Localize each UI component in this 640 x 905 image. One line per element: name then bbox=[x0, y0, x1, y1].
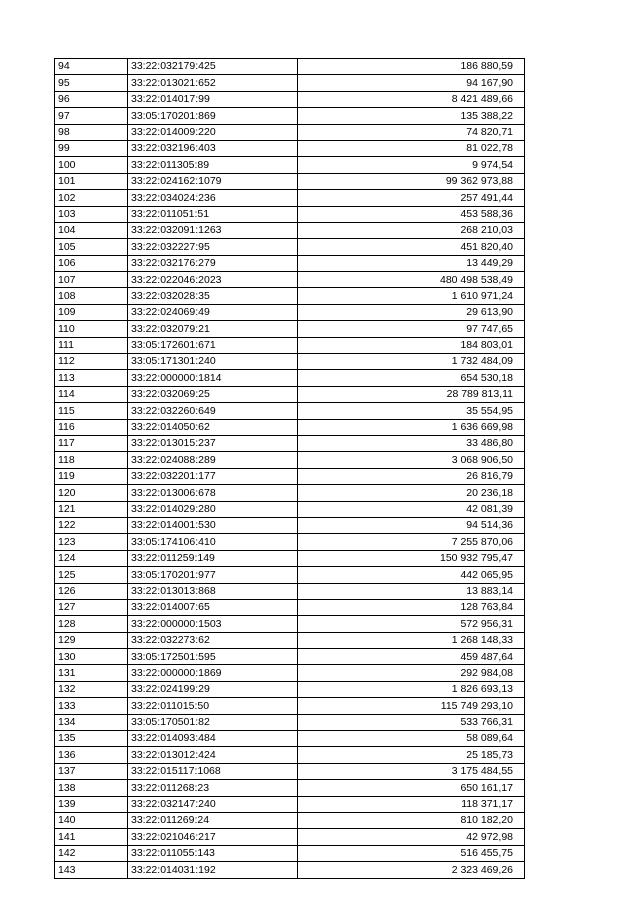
row-number-cell: 102 bbox=[55, 190, 128, 206]
value-cell: 186 880,59 bbox=[298, 59, 525, 75]
table-row bbox=[55, 370, 525, 386]
value-cell: 3 175 484,55 bbox=[298, 763, 525, 779]
cadastral-number-cell: 33:22:000000:1814 bbox=[128, 370, 298, 386]
cadastral-number-cell: 33:22:032147:240 bbox=[128, 796, 298, 812]
value-cell: 35 554,95 bbox=[298, 403, 525, 419]
table-row bbox=[55, 780, 525, 796]
row-number-cell: 126 bbox=[55, 583, 128, 599]
table-row bbox=[55, 157, 525, 173]
value-cell: 184 803,01 bbox=[298, 337, 525, 353]
table-row bbox=[55, 616, 525, 632]
value-cell: 99 362 973,88 bbox=[298, 173, 525, 189]
table-row bbox=[55, 485, 525, 501]
value-cell: 33 486,80 bbox=[298, 435, 525, 451]
row-number-cell: 131 bbox=[55, 665, 128, 681]
row-number-cell: 127 bbox=[55, 599, 128, 615]
value-cell: 3 068 906,50 bbox=[298, 452, 525, 468]
row-number-cell: 139 bbox=[55, 796, 128, 812]
cadastral-number-cell: 33:22:014007:65 bbox=[128, 599, 298, 615]
row-number-cell: 101 bbox=[55, 173, 128, 189]
value-cell: 453 588,36 bbox=[298, 206, 525, 222]
cadastral-number-cell: 33:22:022046:2023 bbox=[128, 272, 298, 288]
table-row bbox=[55, 829, 525, 845]
cadastral-number-cell: 33:22:011259:149 bbox=[128, 550, 298, 566]
table-row bbox=[55, 731, 525, 747]
value-cell: 42 081,39 bbox=[298, 501, 525, 517]
row-number-cell: 103 bbox=[55, 206, 128, 222]
table-row bbox=[55, 403, 525, 419]
row-number-cell: 123 bbox=[55, 534, 128, 550]
value-cell: 442 065,95 bbox=[298, 567, 525, 583]
table-row bbox=[55, 812, 525, 828]
cadastral-number-cell: 33:22:014031:192 bbox=[128, 862, 298, 878]
cadastral-number-cell: 33:22:011268:23 bbox=[128, 780, 298, 796]
value-cell: 26 816,79 bbox=[298, 468, 525, 484]
table-row bbox=[55, 714, 525, 730]
value-cell: 1 732 484,09 bbox=[298, 354, 525, 370]
table-row bbox=[55, 435, 525, 451]
cadastral-number-cell: 33:22:032079:21 bbox=[128, 321, 298, 337]
value-cell: 459 487,64 bbox=[298, 649, 525, 665]
row-number-cell: 109 bbox=[55, 304, 128, 320]
row-number-cell: 97 bbox=[55, 108, 128, 124]
row-number-cell: 142 bbox=[55, 845, 128, 861]
value-cell: 1 610 971,24 bbox=[298, 288, 525, 304]
cadastral-number-cell: 33:05:174106:410 bbox=[128, 534, 298, 550]
cadastral-number-cell: 33:05:170201:869 bbox=[128, 108, 298, 124]
row-number-cell: 106 bbox=[55, 255, 128, 271]
value-cell: 1 268 148,33 bbox=[298, 632, 525, 648]
table-row bbox=[55, 190, 525, 206]
cadastral-number-cell: 33:22:032028:35 bbox=[128, 288, 298, 304]
value-cell: 150 932 795,47 bbox=[298, 550, 525, 566]
value-cell: 268 210,03 bbox=[298, 222, 525, 238]
value-cell: 25 185,73 bbox=[298, 747, 525, 763]
cadastral-number-cell: 33:22:014093:484 bbox=[128, 731, 298, 747]
row-number-cell: 129 bbox=[55, 632, 128, 648]
value-cell: 2 323 469,26 bbox=[298, 862, 525, 878]
row-number-cell: 115 bbox=[55, 403, 128, 419]
value-cell: 58 089,64 bbox=[298, 731, 525, 747]
row-number-cell: 124 bbox=[55, 550, 128, 566]
table-row bbox=[55, 272, 525, 288]
cadastral-number-cell: 33:22:014050:62 bbox=[128, 419, 298, 435]
table-row bbox=[55, 632, 525, 648]
table-row bbox=[55, 583, 525, 599]
cadastral-number-cell: 33:22:032069:25 bbox=[128, 386, 298, 402]
cadastral-number-cell: 33:22:034024:236 bbox=[128, 190, 298, 206]
value-cell: 94 167,90 bbox=[298, 75, 525, 91]
row-number-cell: 118 bbox=[55, 452, 128, 468]
table-row bbox=[55, 517, 525, 533]
row-number-cell: 108 bbox=[55, 288, 128, 304]
row-number-cell: 122 bbox=[55, 517, 128, 533]
cadastral-number-cell: 33:22:014029:280 bbox=[128, 501, 298, 517]
row-number-cell: 95 bbox=[55, 75, 128, 91]
value-cell: 29 613,90 bbox=[298, 304, 525, 320]
row-number-cell: 121 bbox=[55, 501, 128, 517]
table-row bbox=[55, 108, 525, 124]
cadastral-number-cell: 33:22:014009:220 bbox=[128, 124, 298, 140]
table-row bbox=[55, 501, 525, 517]
cadastral-number-cell: 33:22:032176:279 bbox=[128, 255, 298, 271]
table-row bbox=[55, 845, 525, 861]
row-number-cell: 96 bbox=[55, 91, 128, 107]
row-number-cell: 112 bbox=[55, 354, 128, 370]
row-number-cell: 136 bbox=[55, 747, 128, 763]
table-row bbox=[55, 75, 525, 91]
cadastral-number-cell: 33:22:011015:50 bbox=[128, 698, 298, 714]
data-table bbox=[54, 58, 525, 879]
value-cell: 115 749 293,10 bbox=[298, 698, 525, 714]
cadastral-number-cell: 33:22:024069:49 bbox=[128, 304, 298, 320]
table-row bbox=[55, 173, 525, 189]
cadastral-number-cell: 33:22:032260:649 bbox=[128, 403, 298, 419]
value-cell: 118 371,17 bbox=[298, 796, 525, 812]
value-cell: 128 763,84 bbox=[298, 599, 525, 615]
value-cell: 9 974,54 bbox=[298, 157, 525, 173]
cadastral-number-cell: 33:05:170201:977 bbox=[128, 567, 298, 583]
cadastral-number-cell: 33:22:011305:89 bbox=[128, 157, 298, 173]
row-number-cell: 125 bbox=[55, 567, 128, 583]
table-row bbox=[55, 321, 525, 337]
table-row bbox=[55, 288, 525, 304]
row-number-cell: 140 bbox=[55, 812, 128, 828]
table-row bbox=[55, 599, 525, 615]
row-number-cell: 119 bbox=[55, 468, 128, 484]
value-cell: 8 421 489,66 bbox=[298, 91, 525, 107]
value-cell: 135 388,22 bbox=[298, 108, 525, 124]
row-number-cell: 104 bbox=[55, 222, 128, 238]
value-cell: 13 883,14 bbox=[298, 583, 525, 599]
row-number-cell: 100 bbox=[55, 157, 128, 173]
table-row bbox=[55, 468, 525, 484]
table-row bbox=[55, 534, 525, 550]
value-cell: 7 255 870,06 bbox=[298, 534, 525, 550]
row-number-cell: 114 bbox=[55, 386, 128, 402]
table-row bbox=[55, 763, 525, 779]
value-cell: 292 984,08 bbox=[298, 665, 525, 681]
cadastral-number-cell: 33:22:013013:868 bbox=[128, 583, 298, 599]
cadastral-number-cell: 33:22:032179:425 bbox=[128, 59, 298, 75]
table-body bbox=[55, 59, 525, 879]
value-cell: 97 747,65 bbox=[298, 321, 525, 337]
cadastral-number-cell: 33:22:024088:289 bbox=[128, 452, 298, 468]
value-cell: 572 956,31 bbox=[298, 616, 525, 632]
row-number-cell: 111 bbox=[55, 337, 128, 353]
row-number-cell: 132 bbox=[55, 681, 128, 697]
value-cell: 1 826 693,13 bbox=[298, 681, 525, 697]
value-cell: 42 972,98 bbox=[298, 829, 525, 845]
value-cell: 74 820,71 bbox=[298, 124, 525, 140]
cadastral-number-cell: 33:22:032196:403 bbox=[128, 140, 298, 156]
table-row bbox=[55, 386, 525, 402]
cadastral-number-cell: 33:22:000000:1869 bbox=[128, 665, 298, 681]
cadastral-number-cell: 33:05:171301:240 bbox=[128, 354, 298, 370]
cadastral-number-cell: 33:22:024162:1079 bbox=[128, 173, 298, 189]
row-number-cell: 94 bbox=[55, 59, 128, 75]
cadastral-number-cell: 33:22:013012:424 bbox=[128, 747, 298, 763]
cadastral-number-cell: 33:22:032091:1263 bbox=[128, 222, 298, 238]
cadastral-number-cell: 33:22:014001:530 bbox=[128, 517, 298, 533]
cadastral-number-cell: 33:22:014017:99 bbox=[128, 91, 298, 107]
row-number-cell: 107 bbox=[55, 272, 128, 288]
table-row bbox=[55, 567, 525, 583]
cadastral-number-cell: 33:22:013006:678 bbox=[128, 485, 298, 501]
row-number-cell: 105 bbox=[55, 239, 128, 255]
cadastral-number-cell: 33:05:172501:595 bbox=[128, 649, 298, 665]
value-cell: 451 820,40 bbox=[298, 239, 525, 255]
cadastral-number-cell: 33:22:015117:1068 bbox=[128, 763, 298, 779]
value-cell: 28 789 813,11 bbox=[298, 386, 525, 402]
table-row bbox=[55, 698, 525, 714]
cadastral-number-cell: 33:22:011055:143 bbox=[128, 845, 298, 861]
cadastral-number-cell: 33:22:000000:1503 bbox=[128, 616, 298, 632]
row-number-cell: 141 bbox=[55, 829, 128, 845]
value-cell: 94 514,36 bbox=[298, 517, 525, 533]
cadastral-number-cell: 33:05:170501:82 bbox=[128, 714, 298, 730]
value-cell: 810 182,20 bbox=[298, 812, 525, 828]
table-row bbox=[55, 239, 525, 255]
table-row bbox=[55, 222, 525, 238]
cadastral-number-cell: 33:22:032227:95 bbox=[128, 239, 298, 255]
table-row bbox=[55, 337, 525, 353]
row-number-cell: 110 bbox=[55, 321, 128, 337]
table-row bbox=[55, 59, 525, 75]
table-row bbox=[55, 681, 525, 697]
value-cell: 480 498 538,49 bbox=[298, 272, 525, 288]
table-row bbox=[55, 665, 525, 681]
table-row bbox=[55, 796, 525, 812]
cadastral-number-cell: 33:22:013021:652 bbox=[128, 75, 298, 91]
table-row bbox=[55, 550, 525, 566]
cadastral-number-cell: 33:22:011269:24 bbox=[128, 812, 298, 828]
cadastral-number-cell: 33:22:011051:51 bbox=[128, 206, 298, 222]
row-number-cell: 113 bbox=[55, 370, 128, 386]
row-number-cell: 116 bbox=[55, 419, 128, 435]
cadastral-number-cell: 33:22:032273:62 bbox=[128, 632, 298, 648]
value-cell: 257 491,44 bbox=[298, 190, 525, 206]
row-number-cell: 98 bbox=[55, 124, 128, 140]
table-row bbox=[55, 419, 525, 435]
row-number-cell: 133 bbox=[55, 698, 128, 714]
row-number-cell: 128 bbox=[55, 616, 128, 632]
table-row bbox=[55, 124, 525, 140]
row-number-cell: 117 bbox=[55, 435, 128, 451]
table-row bbox=[55, 452, 525, 468]
table-row bbox=[55, 140, 525, 156]
row-number-cell: 138 bbox=[55, 780, 128, 796]
value-cell: 533 766,31 bbox=[298, 714, 525, 730]
value-cell: 654 530,18 bbox=[298, 370, 525, 386]
table-row bbox=[55, 91, 525, 107]
table-row bbox=[55, 862, 525, 878]
value-cell: 20 236,18 bbox=[298, 485, 525, 501]
row-number-cell: 99 bbox=[55, 140, 128, 156]
value-cell: 516 455,75 bbox=[298, 845, 525, 861]
row-number-cell: 137 bbox=[55, 763, 128, 779]
row-number-cell: 130 bbox=[55, 649, 128, 665]
row-number-cell: 120 bbox=[55, 485, 128, 501]
table-row bbox=[55, 747, 525, 763]
cadastral-number-cell: 33:22:021046:217 bbox=[128, 829, 298, 845]
cadastral-number-cell: 33:05:172601:671 bbox=[128, 337, 298, 353]
value-cell: 13 449,29 bbox=[298, 255, 525, 271]
row-number-cell: 134 bbox=[55, 714, 128, 730]
value-cell: 81 022,78 bbox=[298, 140, 525, 156]
row-number-cell: 135 bbox=[55, 731, 128, 747]
value-cell: 650 161,17 bbox=[298, 780, 525, 796]
table-row bbox=[55, 255, 525, 271]
cadastral-number-cell: 33:22:032201:177 bbox=[128, 468, 298, 484]
table-row bbox=[55, 354, 525, 370]
value-cell: 1 636 669,98 bbox=[298, 419, 525, 435]
table-row bbox=[55, 649, 525, 665]
cadastral-number-cell: 33:22:024199:29 bbox=[128, 681, 298, 697]
table-row bbox=[55, 206, 525, 222]
cadastral-number-cell: 33:22:013015:237 bbox=[128, 435, 298, 451]
table-row bbox=[55, 304, 525, 320]
row-number-cell: 143 bbox=[55, 862, 128, 878]
